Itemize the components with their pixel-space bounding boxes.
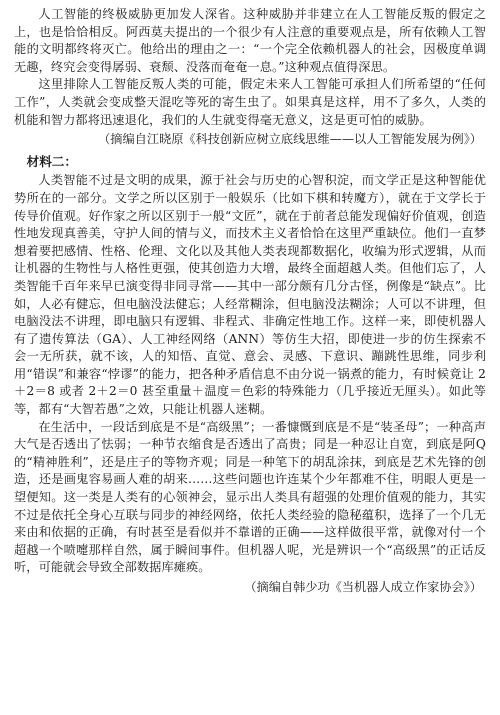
material1-source: （摘编自江晓原《科技创新应树立底线思维——以人工智能发展为例》） <box>98 132 482 147</box>
material2-paragraph-2: 在生活中，一段话到底是不是“高级黑”；一番慷慨到底是不是“装圣母”；一种高声大气是否透出了怯弱；一种节衣缩食是否透出了高贵；同是一种忍让自宽，到底是阿Q的“精神胜利”，还是庄子的等物齐观；同是一种笔下的胡乱涂抹，到底是艺术先锋的创造，还是画鬼容易画人难的胡来……这些问题也许连某个少年都难不住，明眼人更是一望便知。这一类是人类有的心领神会，显示出人类具有超强的处理价值观的能力，其实不过是依托全身心互联与同步的神经网络，依托人类经验的隐秘蕴积，选择了一个几无来由和依据的正确，有时甚至是看似并不靠谱的正确——这样做很平常，就像对付一个超越一个喷嚏那样自然，属于瞬间事件。但机器人呢，光是辨识一个“高级黑”的正话反听，可能就会导致全部数据库瘫痪。 <box>14 419 486 575</box>
material1-paragraph-1: 人工智能的终极威胁更加发人深省。这种威胁并非建立在人工智能反叛的假定之上，也是恰恰相反。阿西莫夫提出的一个很少有人注意的重要观点是，所有依赖人工智能的文明都终将灭亡。他给出的理由之一：“一个完全依赖机器人的社会，因极度单调无趣，终究会变得孱弱、衰颓、没落而奄奄一息。”这种观点值得深思。 <box>14 7 486 74</box>
material2-paragraph-1: 人类智能不过是文明的成果，源于社会与历史的心智积淀，而文学正是这种智能优势所在的一部分。文学之所以区别于一般娱乐（比如下棋和转魔方），就在于文学长于传导价值观。好作家之所以区别于一般“文匠”，就在于前者总能发现偏好价值观，创造性地发现真善美，守护人间的情与义，而技术主义者恰恰在这里严重缺位。他们一直梦想着要把感情、性格、伦理、文化以及其他人类表现都数据化，收编为形式逻辑，从而让机器的生物性与人格性更强，使其创造力大增，最终全面超越人类。但他们忘了，人类智能千百年来早已演变得非同寻常——其中一部分颇有几分古怪，例像是“缺点”。比如，人必有健忘，但电脑没法健忘；人经常糊涂，但电脑没法糊涂；人可以不讲理，但电脑没法不讲理，即电脑只有逻辑、非程式、非确定性地工作。这样一来，即使机器人有了遗传算法（GA）、人工神经网络（ANN）等仿生大招，即使进一步的仿生探索不会一无所获，就不该，人的知悟、直觉、意会、灵感、下意识、蹦跳性思维，同步利用“错误”和兼容“悖谬”的能力，把各种矛盾信息不由分说一锅煮的能力，有时候竟让 2＋2＝8 或者 2＋2＝0 甚至重量＋温度＝色彩的特殊能力（几乎接近无厘头）。如此等等，都有“大智若愚”之效，只能让机器人迷糊。 <box>14 173 486 417</box>
material2-source: （摘编自韩少功《当机器人成立作家协会》） <box>244 580 482 594</box>
material1-paragraph-2: 这里排除人工智能反叛人类的可能，假定未来人工智能可承担人们所希望的“任何工作”，人类就会变成整天混吃等死的寄生虫了。如果真是这样，用不了多久，人类的机能和智力都将迅速退化，我们的人生就变得毫无意义，这是更可怕的威胁。 <box>14 77 486 127</box>
material2-heading: 材料二： <box>26 153 77 169</box>
